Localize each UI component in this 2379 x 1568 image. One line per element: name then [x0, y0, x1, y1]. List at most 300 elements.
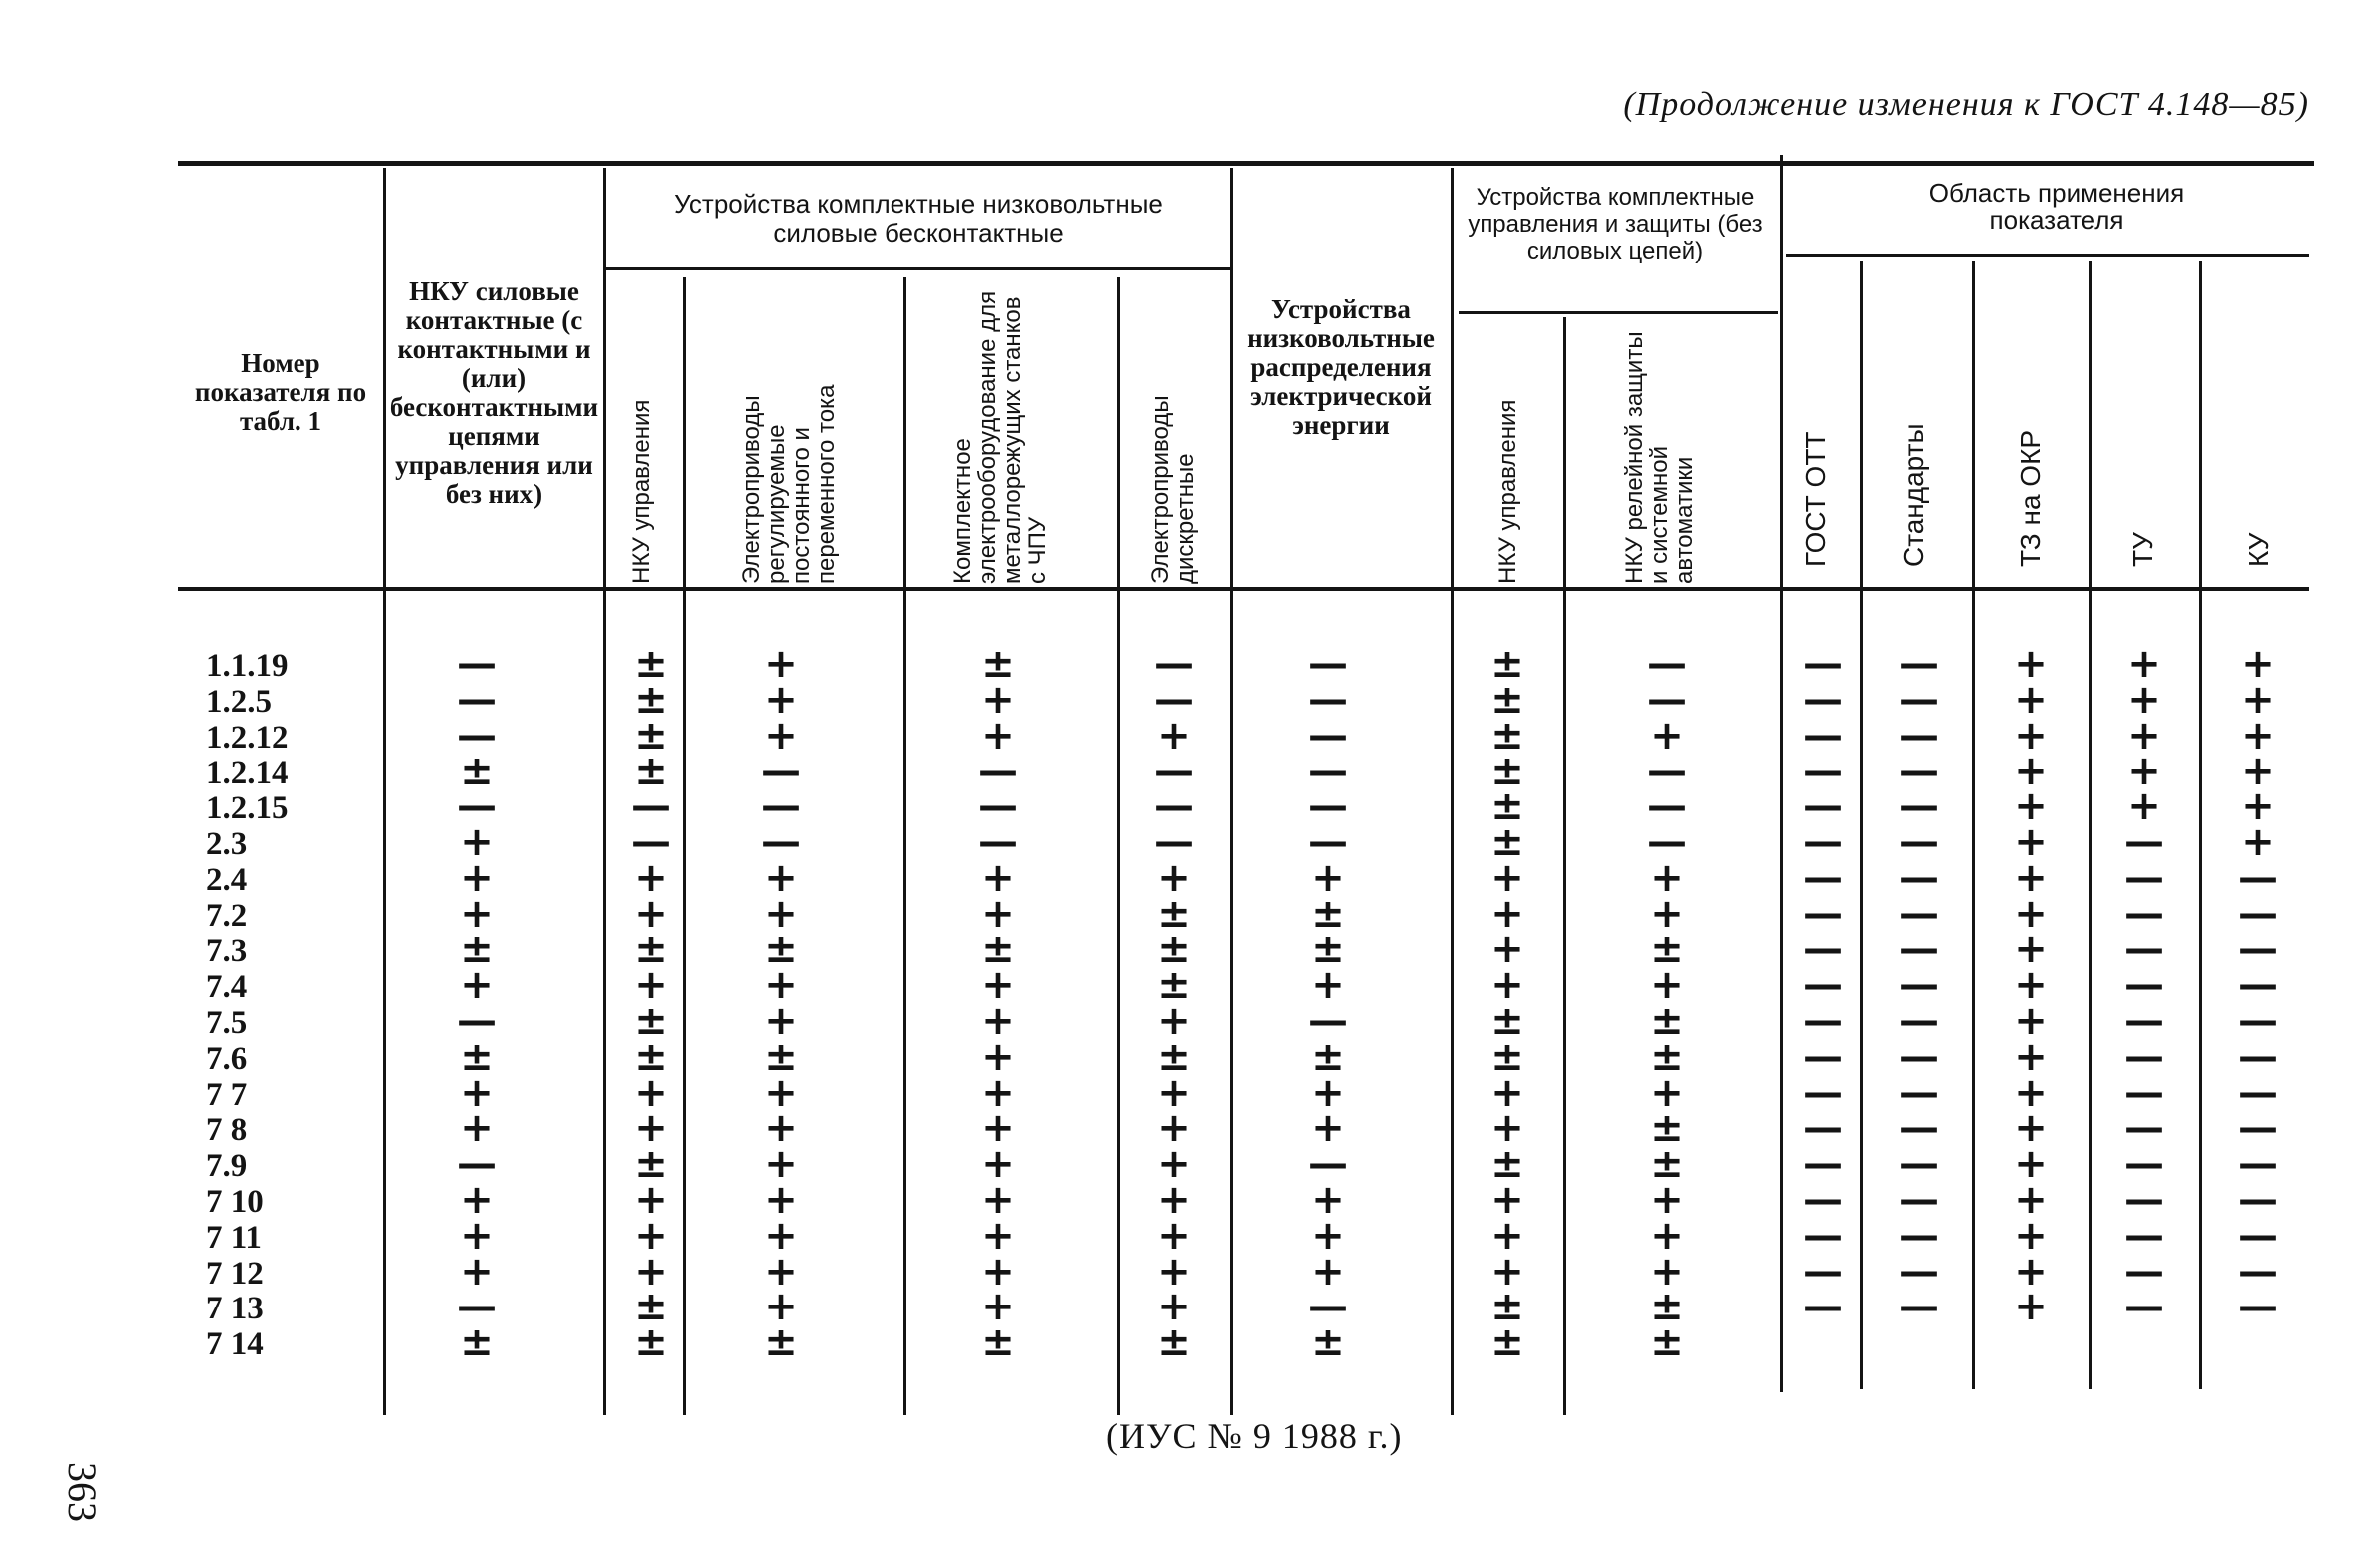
- subheader-rule-scope: [1786, 254, 2309, 257]
- table-cell: +: [634, 962, 668, 1009]
- table-cell: +: [764, 962, 798, 1009]
- header-group-scope: Область применения показателя: [1928, 178, 2185, 235]
- table-cell: ±: [634, 1141, 668, 1188]
- header-number: Номер показателя по табл. 1: [194, 348, 367, 436]
- row-number: 1.1.19: [206, 648, 289, 684]
- table-cell: +: [764, 1105, 798, 1152]
- table-cell: +: [764, 712, 798, 759]
- col-divider: [1230, 168, 1233, 1415]
- table-cell: +: [1650, 962, 1684, 1009]
- table-cell: ±: [1157, 890, 1191, 937]
- col-divider: [2089, 261, 2092, 1389]
- row-number: 7.9: [206, 1148, 248, 1185]
- table-cell: —: [1899, 641, 1939, 687]
- table-cell: +: [460, 1212, 494, 1259]
- page-number: 363: [60, 1462, 105, 1522]
- table-cell: +: [1650, 1177, 1684, 1223]
- header-el-drive-reg: Электроприводы регулируемые постоянного и переменного тока: [738, 384, 840, 584]
- table-cell: +: [2241, 712, 2275, 759]
- row-number: 7.5: [206, 1005, 248, 1041]
- table-cell: +: [460, 890, 494, 937]
- table-cell: +: [1490, 1248, 1524, 1295]
- table-cell: —: [1899, 748, 1939, 794]
- table-cell: +: [2127, 748, 2161, 794]
- table-cell: +: [2014, 748, 2048, 794]
- table-cell: —: [978, 784, 1018, 830]
- table-cell: —: [1803, 1248, 1843, 1295]
- table-cell: ±: [634, 1284, 668, 1330]
- header-ku: КУ: [2243, 532, 2274, 567]
- table-cell: —: [1899, 784, 1939, 830]
- table-cell: +: [2241, 641, 2275, 687]
- table-cell: +: [1311, 1248, 1345, 1295]
- header-bottom-rule: [178, 587, 2309, 591]
- table-cell: +: [2014, 1105, 2048, 1152]
- table-cell: +: [764, 998, 798, 1044]
- table-cell: —: [1803, 1105, 1843, 1152]
- table-cell: —: [631, 819, 671, 865]
- header-el-drive-discrete: Электроприводы дискретные: [1147, 395, 1199, 584]
- table-cell: +: [1157, 1105, 1191, 1152]
- table-cell: —: [1899, 854, 1939, 901]
- table-cell: ±: [460, 748, 494, 794]
- table-cell: —: [1803, 1212, 1843, 1259]
- table-cell: —: [1803, 962, 1843, 1009]
- row-number: 1.2.5: [206, 683, 272, 720]
- table-cell: —: [1308, 819, 1348, 865]
- table-cell: +: [2014, 1141, 2048, 1188]
- col-divider: [1780, 155, 1783, 1392]
- table-cell: +: [1490, 1069, 1524, 1116]
- table-cell: —: [1308, 998, 1348, 1044]
- row-number: 7 13: [206, 1291, 264, 1327]
- table-cell: —: [2124, 819, 2164, 865]
- table-cell: —: [2238, 1248, 2278, 1295]
- table-cell: ±: [1311, 1033, 1345, 1080]
- table-cell: +: [1157, 1069, 1191, 1116]
- table-cell: ±: [634, 641, 668, 687]
- table-cell: +: [2014, 1177, 2048, 1223]
- table-cell: ±: [764, 1319, 798, 1366]
- table-cell: +: [1157, 1248, 1191, 1295]
- table-cell: +: [634, 890, 668, 937]
- table-cell: —: [1899, 890, 1939, 937]
- table-top-rule: [178, 161, 2314, 166]
- table-cell: +: [1157, 1284, 1191, 1330]
- table-cell: —: [2238, 854, 2278, 901]
- table-cell: +: [1311, 1105, 1345, 1152]
- row-number: 7 14: [206, 1326, 264, 1363]
- table-cell: —: [1308, 641, 1348, 687]
- table-cell: —: [1899, 1177, 1939, 1223]
- table-cell: +: [460, 854, 494, 901]
- col-divider: [1563, 317, 1566, 1415]
- table-cell: +: [2241, 819, 2275, 865]
- table-cell: —: [1803, 1033, 1843, 1080]
- table-cell: —: [2124, 998, 2164, 1044]
- subheader-rule-contactless: [606, 267, 1230, 270]
- table-cell: +: [1650, 890, 1684, 937]
- table-cell: —: [1803, 1284, 1843, 1330]
- table-cell: —: [457, 712, 497, 759]
- row-number: 7.3: [206, 933, 248, 970]
- table-cell: +: [634, 854, 668, 901]
- table-cell: +: [1157, 1177, 1191, 1223]
- table-cell: ±: [460, 926, 494, 973]
- table-cell: —: [1803, 854, 1843, 901]
- table-cell: +: [634, 1105, 668, 1152]
- row-number: 2.4: [206, 861, 248, 898]
- table-cell: +: [1490, 890, 1524, 937]
- table-cell: —: [1803, 1177, 1843, 1223]
- table-cell: —: [1647, 676, 1687, 723]
- table-cell: —: [1154, 819, 1194, 865]
- table-cell: +: [1490, 1177, 1524, 1223]
- table-cell: ±: [981, 641, 1015, 687]
- table-cell: ±: [1311, 1319, 1345, 1366]
- table-cell: +: [764, 1177, 798, 1223]
- header-nku-control: НКУ управления: [628, 399, 655, 584]
- row-number: 7.6: [206, 1040, 248, 1077]
- table-cell: +: [764, 1141, 798, 1188]
- table-cell: +: [981, 998, 1015, 1044]
- table-cell: —: [2238, 962, 2278, 1009]
- table-cell: —: [2124, 1033, 2164, 1080]
- table-cell: +: [2241, 748, 2275, 794]
- table-cell: +: [2127, 641, 2161, 687]
- row-number: 7 12: [206, 1255, 264, 1292]
- table-cell: +: [1490, 1105, 1524, 1152]
- table-cell: +: [634, 1069, 668, 1116]
- col-divider: [2199, 261, 2202, 1389]
- table-cell: ±: [1490, 1319, 1524, 1366]
- table-cell: +: [981, 1284, 1015, 1330]
- table-cell: ±: [1490, 784, 1524, 830]
- table-cell: —: [761, 819, 801, 865]
- table-cell: —: [2238, 1284, 2278, 1330]
- table-cell: +: [1650, 854, 1684, 901]
- table-cell: —: [2124, 1248, 2164, 1295]
- table-cell: ±: [764, 926, 798, 973]
- table-cell: +: [2014, 819, 2048, 865]
- table-cell: +: [1157, 712, 1191, 759]
- table-cell: +: [2014, 784, 2048, 830]
- table-cell: ±: [1490, 712, 1524, 759]
- table-cell: ±: [1157, 1033, 1191, 1080]
- table-cell: —: [1154, 641, 1194, 687]
- table-cell: +: [764, 1248, 798, 1295]
- subheader-rule-control: [1459, 311, 1778, 314]
- table-cell: —: [1899, 712, 1939, 759]
- table-cell: +: [981, 1212, 1015, 1259]
- table-cell: ±: [1650, 1284, 1684, 1330]
- table-cell: —: [1154, 784, 1194, 830]
- table-cell: +: [2241, 676, 2275, 723]
- table-cell: +: [2127, 784, 2161, 830]
- table-cell: —: [1899, 962, 1939, 1009]
- table-cell: —: [1647, 641, 1687, 687]
- col-divider: [383, 168, 386, 1415]
- header-complex-equipment: Комплектное электрооборудование для металлорежущих станков с ЧПУ: [949, 290, 1051, 584]
- table-cell: —: [1308, 712, 1348, 759]
- table-cell: —: [1803, 641, 1843, 687]
- table-cell: —: [1803, 819, 1843, 865]
- row-number: 1.2.12: [206, 719, 289, 756]
- table-cell: —: [457, 641, 497, 687]
- table-cell: —: [761, 748, 801, 794]
- table-cell: ±: [1490, 819, 1524, 865]
- table-cell: +: [2127, 676, 2161, 723]
- table-cell: —: [761, 784, 801, 830]
- header-standards: Стандарты: [1898, 423, 1929, 567]
- table-cell: —: [2238, 1033, 2278, 1080]
- table-cell: —: [2124, 1069, 2164, 1116]
- table-cell: +: [634, 1177, 668, 1223]
- table-cell: ±: [1650, 1319, 1684, 1366]
- table-cell: —: [1647, 784, 1687, 830]
- page-header-note: (Продолжение изменения к ГОСТ 4.148—85): [1623, 86, 2309, 123]
- table-cell: +: [764, 890, 798, 937]
- header-group-contactless: Устройства комплектные низковольтные силовые бесконтактные: [674, 189, 1163, 248]
- table-cell: +: [2241, 784, 2275, 830]
- table-cell: —: [1308, 784, 1348, 830]
- row-number: 7 8: [206, 1112, 248, 1149]
- table-cell: +: [981, 676, 1015, 723]
- table-cell: +: [981, 1248, 1015, 1295]
- table-cell: +: [634, 1248, 668, 1295]
- table-cell: —: [2124, 1212, 2164, 1259]
- table-cell: —: [1899, 1069, 1939, 1116]
- table-cell: ±: [981, 926, 1015, 973]
- table-cell: —: [978, 819, 1018, 865]
- table-cell: ±: [1311, 926, 1345, 973]
- table-cell: +: [2127, 712, 2161, 759]
- table-cell: +: [1650, 712, 1684, 759]
- table-cell: +: [460, 1105, 494, 1152]
- table-cell: ±: [1157, 1319, 1191, 1366]
- table-cell: +: [981, 1033, 1015, 1080]
- table-cell: —: [1647, 819, 1687, 865]
- table-cell: +: [460, 819, 494, 865]
- row-number: 7 11: [206, 1219, 262, 1256]
- header-nku-relay: НКУ релейной защиты и системной автоматики: [1621, 331, 1698, 584]
- col-divider: [603, 168, 606, 1415]
- table-cell: +: [460, 1069, 494, 1116]
- table-cell: +: [1157, 998, 1191, 1044]
- table-cell: +: [2014, 1248, 2048, 1295]
- table-cell: +: [2014, 641, 2048, 687]
- table-cell: —: [2124, 854, 2164, 901]
- table-cell: +: [2014, 926, 2048, 973]
- table-cell: —: [1647, 748, 1687, 794]
- table-cell: +: [1311, 962, 1345, 1009]
- col-divider: [903, 277, 906, 1415]
- table-cell: ±: [981, 1319, 1015, 1366]
- table-cell: +: [764, 1069, 798, 1116]
- table-cell: +: [2014, 676, 2048, 723]
- table-cell: ±: [1490, 641, 1524, 687]
- table-cell: +: [1650, 1212, 1684, 1259]
- table-cell: —: [1154, 748, 1194, 794]
- header-group-control-protection: Устройства комплектные управления и защиты (без силовых цепей): [1468, 184, 1763, 264]
- table-cell: —: [457, 1141, 497, 1188]
- table-cell: —: [1308, 1284, 1348, 1330]
- table-cell: ±: [634, 998, 668, 1044]
- table-cell: —: [1308, 676, 1348, 723]
- table-cell: —: [2124, 1177, 2164, 1223]
- table-cell: —: [1803, 926, 1843, 973]
- table-cell: ±: [634, 1319, 668, 1366]
- table-cell: —: [1803, 1069, 1843, 1116]
- table-cell: +: [764, 1212, 798, 1259]
- table-cell: —: [1803, 1141, 1843, 1188]
- table-cell: +: [764, 1284, 798, 1330]
- table-cell: —: [1899, 1141, 1939, 1188]
- table-cell: +: [460, 1248, 494, 1295]
- table-cell: —: [631, 784, 671, 830]
- table-cell: +: [981, 962, 1015, 1009]
- table-cell: +: [981, 1069, 1015, 1116]
- table-cell: —: [1803, 748, 1843, 794]
- header-tu: ТУ: [2127, 532, 2158, 567]
- table-cell: —: [2238, 1069, 2278, 1116]
- table-cell: —: [1899, 926, 1939, 973]
- table-cell: +: [2014, 1212, 2048, 1259]
- table-cell: ±: [1490, 748, 1524, 794]
- table-cell: ±: [634, 676, 668, 723]
- table-cell: —: [1154, 676, 1194, 723]
- table-cell: +: [1311, 1177, 1345, 1223]
- table-cell: ±: [1650, 1141, 1684, 1188]
- table-cell: ±: [1490, 1284, 1524, 1330]
- table-cell: ±: [634, 712, 668, 759]
- table-cell: ±: [1650, 926, 1684, 973]
- header-nku-control2: НКУ управления: [1494, 399, 1521, 584]
- row-number: 2.3: [206, 826, 248, 862]
- table-cell: —: [2124, 926, 2164, 973]
- table-cell: +: [981, 1177, 1015, 1223]
- table-cell: ±: [460, 1319, 494, 1366]
- table-cell: +: [1311, 1069, 1345, 1116]
- table-cell: +: [764, 676, 798, 723]
- table-cell: +: [1490, 962, 1524, 1009]
- table-cell: +: [981, 890, 1015, 937]
- table-cell: —: [1899, 1284, 1939, 1330]
- table-cell: +: [1157, 1212, 1191, 1259]
- table-cell: +: [2014, 1069, 2048, 1116]
- table-cell: ±: [460, 1033, 494, 1080]
- table-cell: —: [1308, 748, 1348, 794]
- table-cell: —: [1899, 1105, 1939, 1152]
- col-divider: [1972, 261, 1975, 1389]
- row-number: 7 10: [206, 1184, 264, 1220]
- table-cell: +: [981, 712, 1015, 759]
- table-cell: —: [2124, 890, 2164, 937]
- table-cell: —: [1899, 819, 1939, 865]
- table-cell: ±: [1157, 962, 1191, 1009]
- table-cell: +: [2014, 890, 2048, 937]
- table-cell: +: [1650, 1248, 1684, 1295]
- table-cell: —: [2124, 1105, 2164, 1152]
- table-cell: ±: [1490, 1141, 1524, 1188]
- table-cell: —: [1803, 998, 1843, 1044]
- table-cell: ±: [764, 1033, 798, 1080]
- row-number: 1.2.14: [206, 755, 289, 791]
- table-cell: —: [1803, 676, 1843, 723]
- table-cell: —: [1803, 712, 1843, 759]
- row-number: 7 7: [206, 1076, 248, 1113]
- table-cell: —: [2124, 1141, 2164, 1188]
- table-cell: —: [1803, 784, 1843, 830]
- table-cell: —: [2238, 926, 2278, 973]
- table-cell: —: [1308, 1141, 1348, 1188]
- table-cell: ±: [1490, 998, 1524, 1044]
- table-cell: —: [2238, 1105, 2278, 1152]
- table-cell: +: [2014, 998, 2048, 1044]
- table-cell: —: [457, 676, 497, 723]
- table-cell: —: [457, 1284, 497, 1330]
- table-cell: +: [1311, 1212, 1345, 1259]
- table-cell: +: [2014, 854, 2048, 901]
- table-cell: —: [1899, 1212, 1939, 1259]
- table-cell: +: [1490, 1212, 1524, 1259]
- header-nku-power: НКУ силовые контактные (с контактными и (или) бесконтактными цепями управления или без них): [389, 276, 599, 509]
- table-cell: —: [457, 998, 497, 1044]
- table-cell: +: [1650, 1069, 1684, 1116]
- header-distribution: Устройства низковольтные распределения электрической энергии: [1247, 294, 1435, 440]
- table-cell: +: [981, 1141, 1015, 1188]
- table-cell: +: [634, 1212, 668, 1259]
- table-cell: ±: [1490, 1033, 1524, 1080]
- table-cell: ±: [634, 926, 668, 973]
- table-cell: —: [978, 748, 1018, 794]
- footer-note: (ИУС № 9 1988 г.): [1106, 1416, 1403, 1456]
- table-cell: ±: [634, 1033, 668, 1080]
- col-divider: [1860, 261, 1863, 1389]
- table-cell: ±: [1157, 926, 1191, 973]
- table-cell: —: [1899, 998, 1939, 1044]
- header-gost-ott: ГОСТ ОТТ: [1800, 431, 1831, 567]
- table-cell: —: [1899, 1248, 1939, 1295]
- table-cell: ±: [1650, 1033, 1684, 1080]
- header-tz-okr: ТЗ на ОКР: [2015, 429, 2046, 567]
- table-cell: +: [2014, 962, 2048, 1009]
- table-cell: —: [2124, 1284, 2164, 1330]
- table-cell: ±: [1650, 1105, 1684, 1152]
- table-cell: ±: [1650, 998, 1684, 1044]
- row-number: 1.2.15: [206, 790, 289, 827]
- table-cell: +: [2014, 1284, 2048, 1330]
- table-cell: —: [2238, 1141, 2278, 1188]
- table-cell: ±: [634, 748, 668, 794]
- table-cell: +: [1311, 854, 1345, 901]
- row-number: 7.2: [206, 897, 248, 934]
- col-divider: [1117, 277, 1120, 1415]
- table-cell: —: [2124, 962, 2164, 1009]
- table-cell: —: [2238, 1212, 2278, 1259]
- table-cell: ±: [1490, 676, 1524, 723]
- col-divider: [1451, 168, 1454, 1415]
- table-cell: +: [764, 641, 798, 687]
- table-cell: —: [2238, 998, 2278, 1044]
- table-cell: —: [457, 784, 497, 830]
- table-cell: —: [1899, 676, 1939, 723]
- table-cell: +: [981, 854, 1015, 901]
- table-cell: —: [1803, 890, 1843, 937]
- table-cell: +: [1157, 854, 1191, 901]
- table-cell: +: [1157, 1141, 1191, 1188]
- table-cell: +: [1490, 854, 1524, 901]
